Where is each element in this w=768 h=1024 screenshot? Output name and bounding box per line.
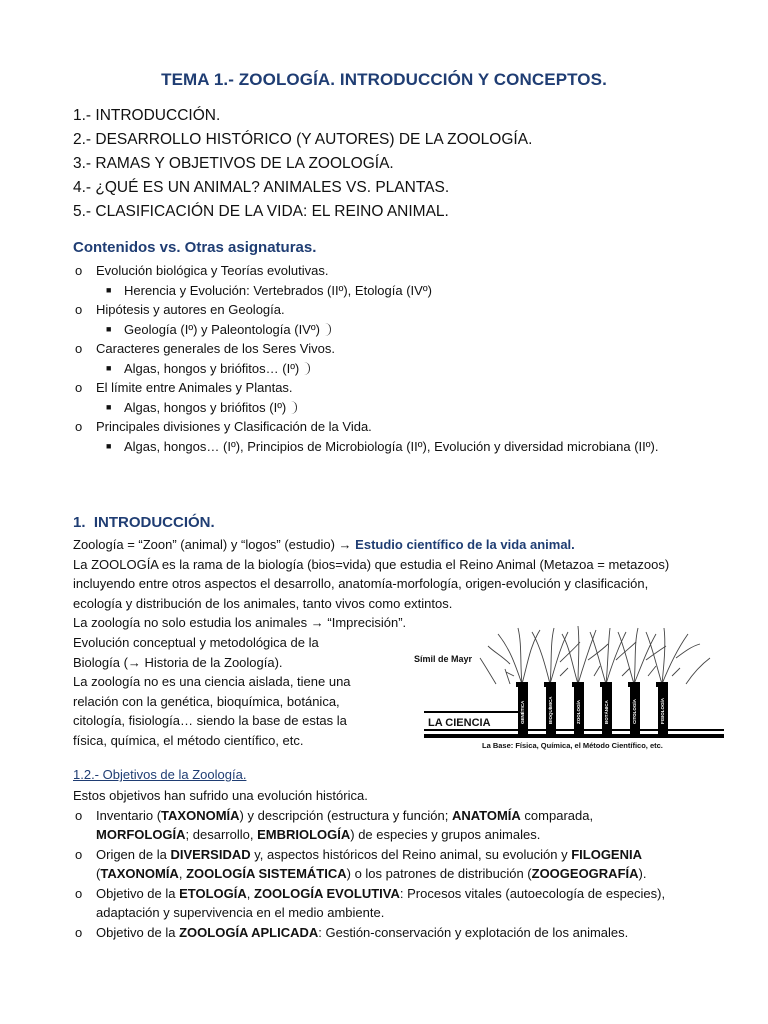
text-run: : Procesos vitales (autoecología de especies),	[399, 885, 666, 901]
bold-term: ANATOMÍA	[451, 807, 521, 823]
circle-bullet-icon: o	[75, 924, 83, 940]
list-item-text: Principales divisiones y Clasificación de la Vida.	[96, 419, 372, 434]
circle-bullet-icon: o	[75, 263, 83, 278]
bold-term: ZOOLOGÍA SISTEMÁTICA	[186, 866, 347, 881]
intro-heading	[73, 514, 215, 531]
column-label: CITOLOGÍA	[632, 699, 637, 724]
text-run: Objetivo de la	[96, 924, 180, 940]
figure-trunk-label: LA CIENCIA	[428, 717, 491, 729]
circle-bullet-icon: o	[75, 302, 83, 317]
heading-text: INTRODUCCIÓN.	[93, 514, 215, 531]
text-run: ) o los patrones de distribución (	[346, 866, 532, 881]
text-run: y, aspectos históricos del Reino animal, su evolución y	[250, 846, 572, 862]
square-bullet-icon: ■	[106, 323, 112, 334]
science-columns	[518, 687, 668, 734]
arrow-right-icon: →	[338, 537, 352, 552]
text-run: ) y descripción (estructura y función;	[239, 807, 452, 823]
bold-term: EMBRIOLOGÍA	[257, 827, 351, 842]
history-text-end: Historia de la Zoología).	[140, 654, 283, 670]
objectives-heading: 1.2.- Objetivos de la Zoología.	[73, 767, 247, 782]
bold-term: ZOOLOGÍA EVOLUTIVA	[254, 885, 400, 901]
list-item	[73, 417, 714, 437]
figure-base-label: La Base: Física, Química, el Método Científico, etc.	[482, 741, 663, 750]
column-tops	[516, 682, 668, 687]
definition-highlight: Estudio científico de la vida animal.	[355, 537, 575, 552]
text-run: Objetivo de la	[96, 885, 180, 901]
definition-text: Zoología = “Zoon” (animal) y “logos” (estudio)	[73, 537, 335, 552]
circle-bullet-icon: o	[75, 846, 83, 862]
figure-top-label: Símil de Mayr	[414, 654, 473, 664]
objectives-intro: Estos objetivos han sufrido una evolución histórica.	[73, 788, 368, 803]
sub-list-item	[73, 437, 714, 457]
column-label: FISIOLOGÍA	[660, 697, 665, 724]
column-label: BOTÁNICA	[604, 700, 609, 724]
bold-term: TAXONOMÍA	[100, 866, 179, 881]
objectives-list	[73, 786, 665, 942]
text-run: ).	[638, 866, 647, 881]
imprecision-word: “Imprecisión”.	[327, 615, 407, 631]
bold-term: ETOLOGÍA	[179, 885, 247, 901]
list-item	[73, 300, 714, 320]
sub-item-text: Geología (Iº) y Paleontología (IVº)	[124, 321, 320, 337]
arrow-right-icon: →	[127, 654, 141, 670]
square-bullet-icon: ■	[106, 284, 112, 295]
sub-item-text: Herencia y Evolución: Vertebrados (IIº), Etología (IVº)	[124, 282, 432, 298]
list-item	[73, 339, 714, 359]
sub-item-text: Algas, hongos y briófitos (Iº)	[124, 399, 287, 415]
text-run: comparada,	[520, 807, 594, 823]
circle-bullet-icon: o	[75, 419, 83, 434]
column-label: ZOOLOGÍA	[576, 700, 581, 724]
list-item-text: El límite entre Animales y Plantas.	[96, 380, 293, 395]
list-item	[73, 845, 665, 884]
sub-item-text: Algas, hongos… (Iº), Principios de Microbiología (IIº), Evolución y diversidad microbiana (IIº).	[124, 438, 659, 454]
column-label: GENÉTICA	[520, 700, 525, 724]
bold-term: TAXONOMÍA	[161, 807, 240, 823]
contents-list	[73, 261, 714, 456]
trunk-line	[424, 711, 520, 713]
sub-list-item	[73, 359, 714, 379]
text-run: adaptación y supervivencia en el medio ambiente.	[96, 905, 385, 920]
text-run: (	[96, 866, 101, 881]
text-run: ) de especies y grupos animales.	[350, 827, 541, 842]
base-bar	[424, 734, 724, 738]
page-title: TEMA 1.- ZOOLOGÍA. INTRODUCCIÓN Y CONCEPTOS.	[161, 70, 607, 89]
toc-item: 2.- DESARROLLO HISTÓRICO (Y AUTORES) DE LA ZOOLOGÍA.	[73, 131, 533, 148]
imprecision-text: La zoología no solo estudia los animales	[73, 615, 308, 631]
brace-icon	[290, 401, 297, 414]
heading-number: 1.	[73, 514, 86, 531]
text-run: Origen de la	[96, 846, 171, 862]
list-item-text: Caracteres generales de los Seres Vivos.	[96, 341, 335, 356]
sub-list-item	[73, 398, 714, 418]
brace-icon	[303, 362, 310, 375]
list-item-text: Evolución biológica y Teorías evolutivas.	[96, 263, 329, 278]
square-bullet-icon: ■	[106, 362, 112, 373]
sub-list-item	[73, 320, 714, 340]
toc-item: 3.- RAMAS Y OBJETIVOS DE LA ZOOLOGÍA.	[73, 155, 394, 172]
text-run: ,	[178, 866, 187, 881]
arrow-right-icon: →	[310, 615, 324, 631]
bold-term: MORFOLOGÍA	[96, 827, 186, 842]
brace-icon	[324, 323, 331, 336]
history-text: Biología (	[73, 654, 128, 670]
text-run: ; desarrollo,	[185, 827, 258, 842]
contents-heading: Contenidos vs. Otras asignaturas.	[73, 239, 317, 256]
circle-bullet-icon: o	[75, 885, 83, 901]
table-of-contents	[73, 104, 532, 224]
list-item	[73, 806, 665, 845]
circle-bullet-icon: o	[75, 341, 83, 356]
square-bullet-icon: ■	[106, 440, 112, 451]
circle-bullet-icon: o	[75, 807, 83, 823]
sub-item-text: Algas, hongos y briófitos… (Iº)	[124, 360, 300, 376]
toc-item: 1.- INTRODUCCIÓN.	[73, 107, 221, 124]
text-run: : Gestión-conservación y explotación de los animales.	[318, 924, 629, 940]
circle-bullet-icon: o	[75, 380, 83, 395]
tree-branches	[480, 626, 710, 684]
list-item	[73, 923, 665, 943]
column-label: BIOQUÍMICA	[548, 696, 553, 724]
toc-item: 5.- CLASIFICACIÓN DE LA VIDA: EL REINO ANIMAL.	[73, 203, 449, 220]
bold-term: ZOOGEOGRAFÍA	[531, 866, 639, 881]
text-run: ,	[246, 885, 254, 901]
toc-item: 4.- ¿QUÉ ES UN ANIMAL? ANIMALES VS. PLANTAS.	[73, 179, 450, 196]
evolution-line: Evolución conceptual y metodológica de la	[73, 634, 319, 650]
zoology-description: La ZOOLOGÍA es la rama de la biología (bios=vida) que estudia el Reino Animal (Metazoa = metazoos) incluyendo entre otros aspectos el desarrollo, anatomía-morfología, origen-evolución y clasificación, ecología y distribución de los animales, tanto vivos como extintos.	[73, 556, 670, 611]
sub-list-item	[73, 281, 714, 301]
mayr-tree-illustration	[410, 624, 726, 754]
text-run: Inventario (	[96, 807, 162, 823]
list-item	[73, 378, 714, 398]
base-line	[424, 729, 724, 731]
bold-term: DIVERSIDAD	[170, 846, 251, 862]
list-item-text: Hipótesis y autores en Geología.	[96, 302, 285, 317]
square-bullet-icon: ■	[106, 401, 112, 412]
definition-line	[73, 535, 703, 555]
list-item	[73, 261, 714, 281]
bold-term: ZOOLOGÍA APLICADA	[179, 924, 319, 940]
bold-term: FILOGENIA	[571, 846, 642, 862]
science-relation-text: La zoología no es una ciencia aislada, tiene una relación con la genética, bioquímica, botánica, citología, fisiología… siendo la base de estas la física, química, el método científico, etc.	[73, 674, 351, 748]
list-item	[73, 884, 665, 923]
mayr-simile-figure	[410, 624, 726, 754]
